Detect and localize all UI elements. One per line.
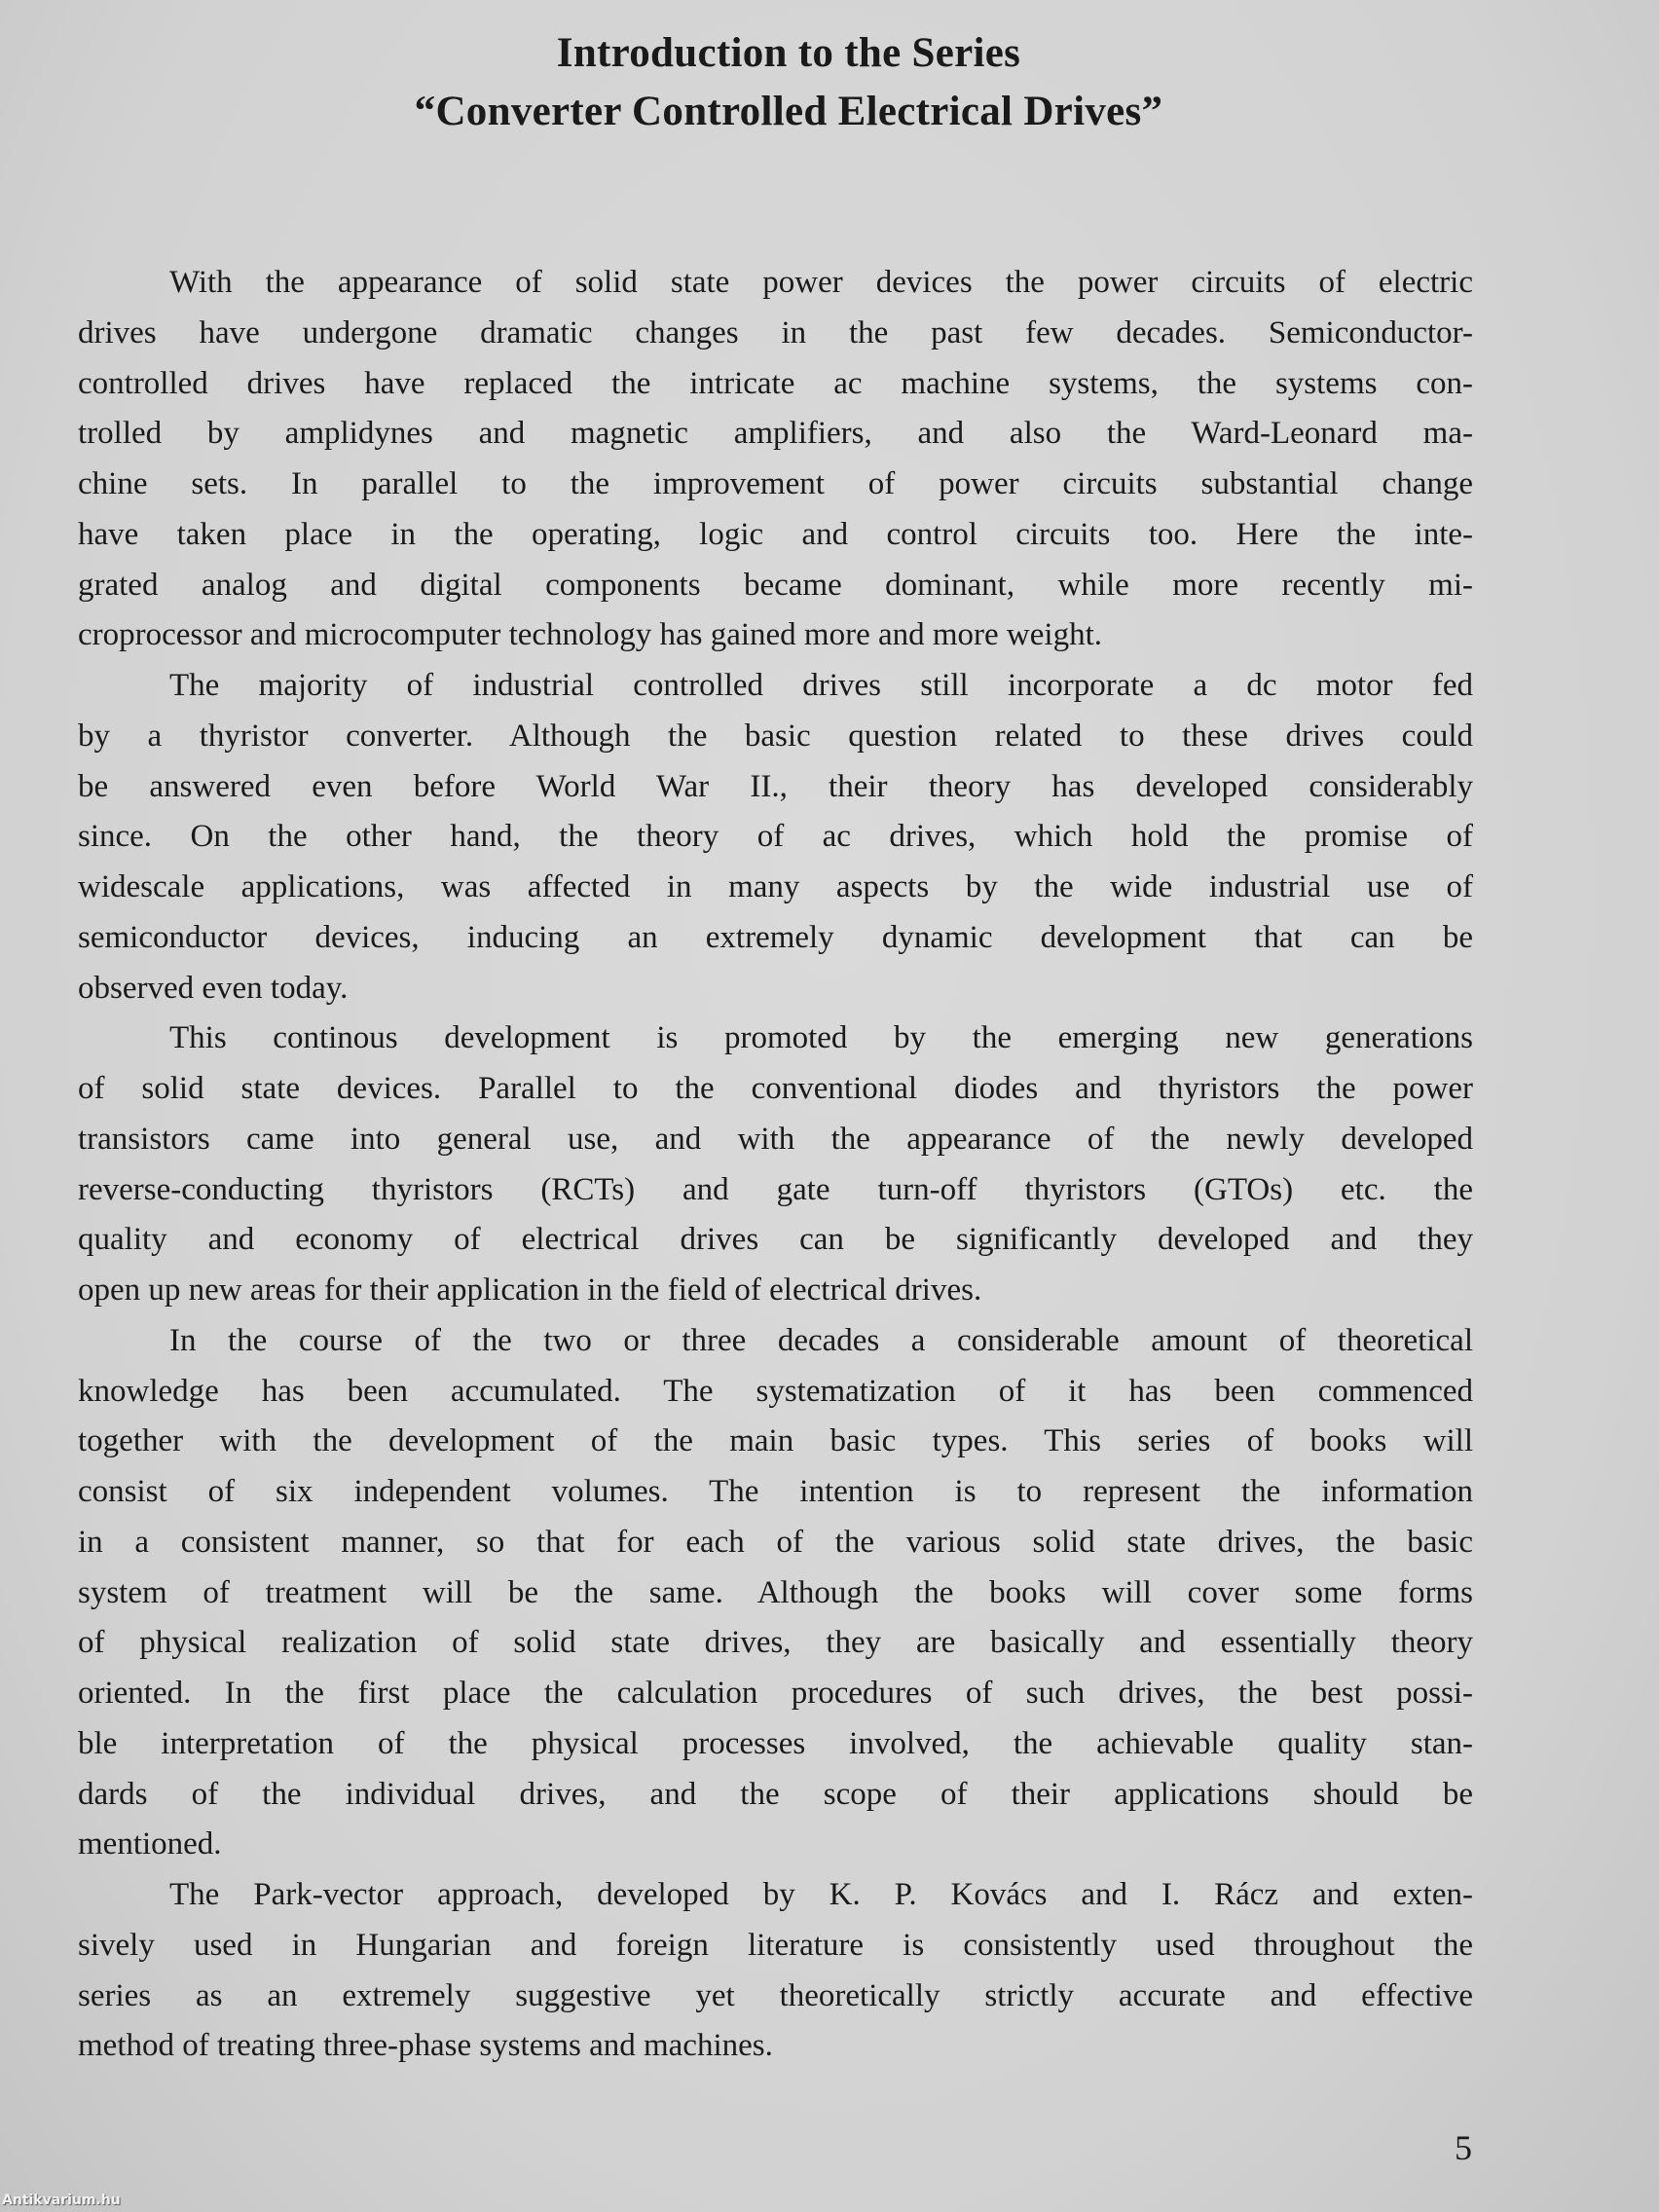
- text-line: With the appearance of solid state power devices the power circuits of electric: [169, 265, 1473, 300]
- text-line: grated analog and digital components became dominant, while more recently mi-: [78, 567, 1473, 603]
- text-line: by a thyristor converter. Although the basic question related to these drives could: [78, 718, 1473, 754]
- text-line: in a consistent manner, so that for each of the various solid state drives, the basic: [78, 1524, 1473, 1560]
- paragraph: [78, 661, 1473, 1014]
- text-line: The majority of industrial controlled drives still incorporate a dc motor fed: [169, 668, 1473, 703]
- page-title-line-1: Introduction to the Series: [556, 30, 1021, 76]
- text-line: mentioned.: [78, 1826, 222, 1862]
- text-line: of physical realization of solid state drives, they are basically and essentially theory: [78, 1625, 1473, 1661]
- paragraph: [78, 1870, 1473, 2072]
- text-line: series as an extremely suggestive yet theoretically strictly accurate and effective: [78, 1977, 1473, 2013]
- text-line: ble interpretation of the physical processes involved, the achievable quality stan-: [78, 1725, 1473, 1761]
- text-line: knowledge has been accumulated. The systematization of it has been commenced: [78, 1373, 1473, 1409]
- paragraph: [78, 1014, 1473, 1316]
- text-line: open up new areas for their application in the field of electrical drives.: [78, 1272, 982, 1308]
- text-line: drives have undergone dramatic changes in the past few decades. Semiconductor-: [78, 314, 1473, 350]
- body-text: [78, 258, 1473, 2072]
- text-line: transistors came into general use, and with the appearance of the newly developed: [78, 1121, 1473, 1157]
- text-line: reverse-conducting thyristors (RCTs) and gate turn-off thyristors (GTOs) etc. the: [78, 1171, 1473, 1207]
- text-line: consist of six independent volumes. The intention is to represent the information: [78, 1474, 1473, 1509]
- text-line: trolled by amplidynes and magnetic amplifiers, and also the Ward-Leonard ma-: [78, 416, 1473, 452]
- text-line: croprocessor and microcomputer technology has gained more and more weight.: [78, 617, 1102, 653]
- text-line: In the course of the two or three decades a considerable amount of theoretical: [169, 1322, 1473, 1358]
- text-line: observed even today.: [78, 970, 349, 1006]
- page-number: 5: [1455, 2128, 1472, 2167]
- text-line: This continous development is promoted by the emerging new generations: [169, 1020, 1473, 1056]
- paragraph: [78, 258, 1473, 661]
- text-line: chine sets. In parallel to the improvement of power circuits substantial change: [78, 466, 1473, 501]
- text-line: have taken place in the operating, logic and control circuits too. Here the inte-: [78, 516, 1473, 552]
- text-line: dards of the individual drives, and the scope of their applications should be: [78, 1776, 1473, 1812]
- text-line: together with the development of the main basic types. This series of books will: [78, 1423, 1473, 1459]
- text-line: controlled drives have replaced the intricate ac machine systems, the systems con-: [78, 365, 1473, 401]
- text-line: system of treatment will be the same. Although the books will cover some forms: [78, 1574, 1473, 1610]
- text-line: quality and economy of electrical drives can be significantly developed and they: [78, 1222, 1473, 1258]
- text-line: oriented. In the first place the calculation procedures of such drives, the best possi-: [78, 1676, 1473, 1711]
- text-line: method of treating three-phase systems and machines.: [78, 2028, 773, 2064]
- paragraph: [78, 1316, 1473, 1870]
- text-line: be answered even before World War II., their theory has developed considerably: [78, 768, 1473, 804]
- text-line: sively used in Hungarian and foreign literature is consistently used throughout the: [78, 1927, 1473, 1963]
- text-line: semiconductor devices, inducing an extremely dynamic development that can be: [78, 919, 1473, 955]
- watermark: Antikvarium.hu: [2, 2193, 121, 2208]
- text-line: of solid state devices. Parallel to the conventional diodes and thyristors the power: [78, 1071, 1473, 1106]
- text-line: The Park-vector approach, developed by K. P. Kovács and I. Rácz and exten-: [169, 1877, 1473, 1912]
- text-line: widescale applications, was affected in many aspects by the wide industrial use of: [78, 869, 1473, 904]
- text-line: since. On the other hand, the theory of ac drives, which hold the promise of: [78, 819, 1473, 855]
- page-title-line-2: “Converter Controlled Electrical Drives”: [414, 89, 1163, 134]
